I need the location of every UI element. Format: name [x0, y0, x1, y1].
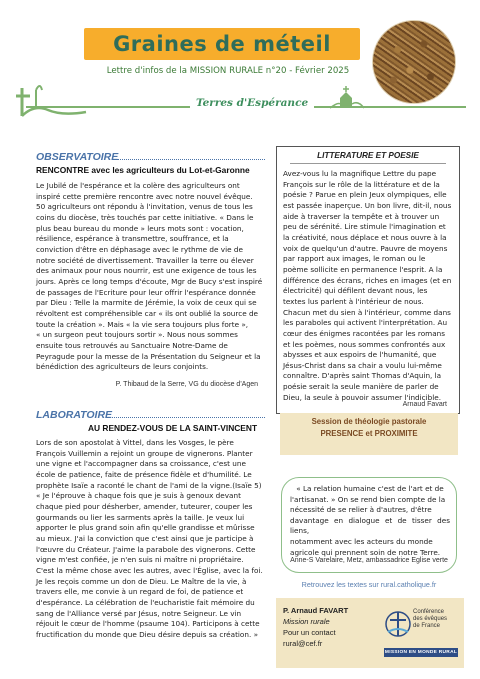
text-line: et les poèmes, nous sommes confrontés aux — [283, 339, 446, 349]
text-line: apporter le plus grand soin afin qu'elle grandisse et mûrisse — [36, 523, 255, 533]
cef-line: des évêques — [413, 616, 448, 622]
text-line: ensuite tous retrouvés au Sanctuaire Notre-Dame de — [36, 340, 228, 350]
text-line: C'est la même chose avec les autres, avec l'Église, avec la foi. — [36, 565, 263, 575]
text-line: poésie ? Parue en plein Jeux olympiques, elle — [283, 190, 447, 200]
contact-label: Pour un contact — [283, 628, 336, 637]
text-line: par rapport aux images, le roman ou le — [283, 254, 426, 264]
laboratoire-heading: LABORATOIRE — [36, 409, 113, 421]
text-line: notre société de divertissement. Travailler la terre ou élever — [36, 255, 254, 265]
text-line: vigne m'est confiée, je n'en suis ni maître ni propriétaire. — [36, 555, 244, 565]
newsletter-subtitle: Lettre d'infos de la MISSION RURALE n°20 - Février 2025 — [106, 66, 350, 76]
cef-line: Conférence — [413, 609, 445, 615]
quote-signature: Anne-S Varelaire, Metz, ambassadrice Eglise verte — [290, 557, 448, 564]
text-line: François sur le rôle de la littérature et de la — [283, 179, 440, 189]
text-line: « La relation humaine c'est de l'art et de — [296, 484, 444, 493]
text-line: l'artisanat. » On se rend bien compte de la — [290, 494, 446, 504]
text-line: 50 agriculteurs ont répondu à l'invitation, venus de tous les — [36, 202, 253, 212]
cef-name — [413, 609, 447, 630]
text-line: sang de l'Alliance versé par Jésus, notre Seigneur. Le vin — [36, 608, 242, 618]
session-theme: PRESENCE et PROXIMITE — [320, 429, 418, 438]
text-line: Lors de son apostolat à Vittel, dans les Vosges, le père — [36, 438, 234, 447]
newsletter-title: Graines de méteil — [113, 32, 331, 56]
text-line: notamment avec les acteurs du monde — [290, 536, 433, 546]
text-line: bénédiction des agriculteurs de leurs conjoints. — [36, 362, 209, 372]
laboratoire-subheading: AU RENDEZ-VOUS DE LA SAINT-VINCENT — [88, 423, 258, 433]
text-line: une vigne et l'accompagner dans sa croissance, c'est une — [36, 459, 246, 469]
text-line: Chacun met du sien à l'intérieur, comme dans — [283, 307, 451, 317]
text-line: chaque pied pour désherber, amender, tuteurer, couper les — [36, 501, 253, 511]
text-line: connaître. D'après saint Thomas d'Aquin, la — [283, 371, 442, 381]
tagline: Terres d'Espérance — [190, 97, 314, 109]
text-line: peu de sérénité. Lire stimule l'imagination et — [283, 222, 446, 232]
text-line: électricité) qui défilent devant nous, les — [283, 286, 428, 296]
contact-email[interactable]: rural@cef.fr — [283, 639, 323, 648]
observatoire-signature: P. Thibaud de la Serre, VG du diocèse d'Agen — [115, 381, 258, 388]
text-line: résilience, espérance à transmettre, souffrance, et la — [36, 234, 229, 244]
text-line: agricole qui prennent soin de notre Terre. — [290, 547, 441, 557]
cef-line: de France — [413, 623, 441, 629]
cef-mission-bar: MISSION EN MONDE RURAL — [384, 650, 458, 655]
text-line: toute la création ». Mais « la vie sera toujours plus forte », — [36, 319, 249, 329]
text-line: est passée inaperçue. Un bon livre, dit-il, nous — [283, 200, 452, 210]
litterature-heading: LITTERATURE ET POESIE — [317, 151, 419, 160]
text-line: travers elle, me convie à un regard de foi, de patience et — [36, 587, 244, 597]
text-line: de passages de l'Ecriture pour leur offrir l'espérance donnée — [36, 287, 256, 297]
text-line: Je les reçois comme un don de Dieu. Le Maître de la vie, à — [36, 576, 247, 586]
text-line: gourmands ou lier les sarments après la taille. Je veux lui — [36, 512, 245, 522]
text-line: Dieu, la seule à pouvoir assumer l'indicible. — [283, 392, 442, 402]
laboratoire-dotted-rule — [112, 417, 265, 418]
observatoire-subheading: RENCONTRE avec les agriculteurs du Lot-et-Garonne — [36, 165, 250, 175]
observatoire-heading: OBSERVATOIRE — [36, 151, 119, 163]
text-line: coins du diocèse, très touchés par cette initiative. « Dans le — [36, 212, 254, 222]
text-line: des animaux pour nous nourrir, est une exigence de tous les — [36, 266, 257, 276]
session-title: Session de théologie pastorale — [311, 417, 427, 426]
cross-landscape-icon — [14, 62, 88, 118]
text-line: école de patience, faite de présence fidèle et d'humilité. Le — [36, 469, 252, 479]
text-line: jours. Après ce long temps d'écoute, Mgr de Bucy s'est inspiré — [36, 276, 263, 286]
contact-name: P. Arnaud FAVART — [283, 606, 349, 615]
text-line: Jésus-Christ dans sa chair a voulu lui-même — [283, 360, 442, 370]
text-line: nécessité de se relier à d'autres, d'être — [290, 505, 432, 515]
text-line: Peyragude pour la messe de la Présentation du Seigneur et la — [36, 351, 261, 361]
text-line: poésie serait la seule manière de parler de — [283, 382, 439, 392]
text-line: « Je l'éprouve à chaque fois que je suis à genoux devant — [36, 491, 241, 501]
text-line: par Dieu : Telle la marmite de Jérémie, la voix de ceux qui se — [36, 298, 257, 308]
grain-photo — [372, 20, 456, 104]
laboratoire-body — [36, 438, 266, 640]
text-line: textes lus parlent à l'intérieur de nous. — [283, 296, 424, 306]
text-line: poème sollicite en permanence l'esprit. A la — [283, 264, 443, 274]
text-line: l'œuvre du Créateur. J'aime la parabole des vignerons. Cette — [36, 544, 256, 554]
text-line: fructification du monde que Dieu désire depuis sa création. » — [36, 629, 259, 639]
text-line: François Vuillemin a rejoint un groupe de vignerons. Planter — [36, 448, 253, 458]
text-line: voix de quelqu'un d'autre. Pauvre de moyens — [283, 243, 448, 253]
text-line: « un surgeon peut toujours sortir ». Nous nous sommes — [36, 330, 238, 340]
text-line: la créativité, nous déplace et nous ouvre à la — [283, 232, 447, 242]
litterature-signature: Arnaud Favart — [402, 401, 447, 408]
text-line: cœur des énigmes racontées par les romans — [283, 328, 446, 338]
website-link[interactable]: Retrouvez les textes sur rural.catholique.fr — [301, 580, 437, 589]
text-line: plus beau bureau du monde » leurs mots sont : vocation, — [36, 223, 244, 233]
litterature-body — [283, 169, 453, 403]
title-banner — [84, 28, 360, 60]
text-line: différence des écrans, riches en images (et en — [283, 275, 452, 285]
text-line: révoltent est compréhensible car « ils ont oublié la source de — [36, 308, 259, 318]
text-line: réjouit le cœur de l'homme (psaume 104). Participons à cette — [36, 619, 260, 629]
observatoire-dotted-rule — [117, 159, 265, 160]
text-line: au mieux. J'ai la conviction que c'est ainsi que je participe à — [36, 533, 254, 543]
text-line: Le Jubilé de l'espérance et la colère des agriculteurs ont — [36, 181, 240, 190]
text-line: d'espérance. La célébration de l'eucharistie fait mémoire du — [36, 597, 255, 607]
text-line: prophète Isaïe a raconté le chant de l'ami de la vigne.(Isaïe 5) — [36, 480, 262, 490]
quote-body — [290, 484, 450, 558]
text-line: Avez-vous lu la magnifique Lettre du pape — [283, 169, 437, 178]
text-line: inspiré cette première rencontre avec notre nouvel évêque. — [36, 191, 253, 201]
litterature-underline — [290, 163, 446, 164]
text-line: les paraboles qui activent l'interprétation. Au — [283, 318, 448, 328]
contact-role: Mission rurale — [283, 617, 330, 626]
text-line: conviction d'être en déphasage avec le rythme de vie de — [36, 244, 243, 254]
text-line: abysses et aux espoirs de l'humanité, que — [283, 350, 437, 360]
cef-emblem-icon — [384, 606, 412, 646]
text-line: aide à traverser la tempête et à trouver un — [283, 211, 440, 221]
text-line: davantage en dialogue et de tisser des liens, — [290, 515, 450, 536]
observatoire-body — [36, 181, 266, 373]
